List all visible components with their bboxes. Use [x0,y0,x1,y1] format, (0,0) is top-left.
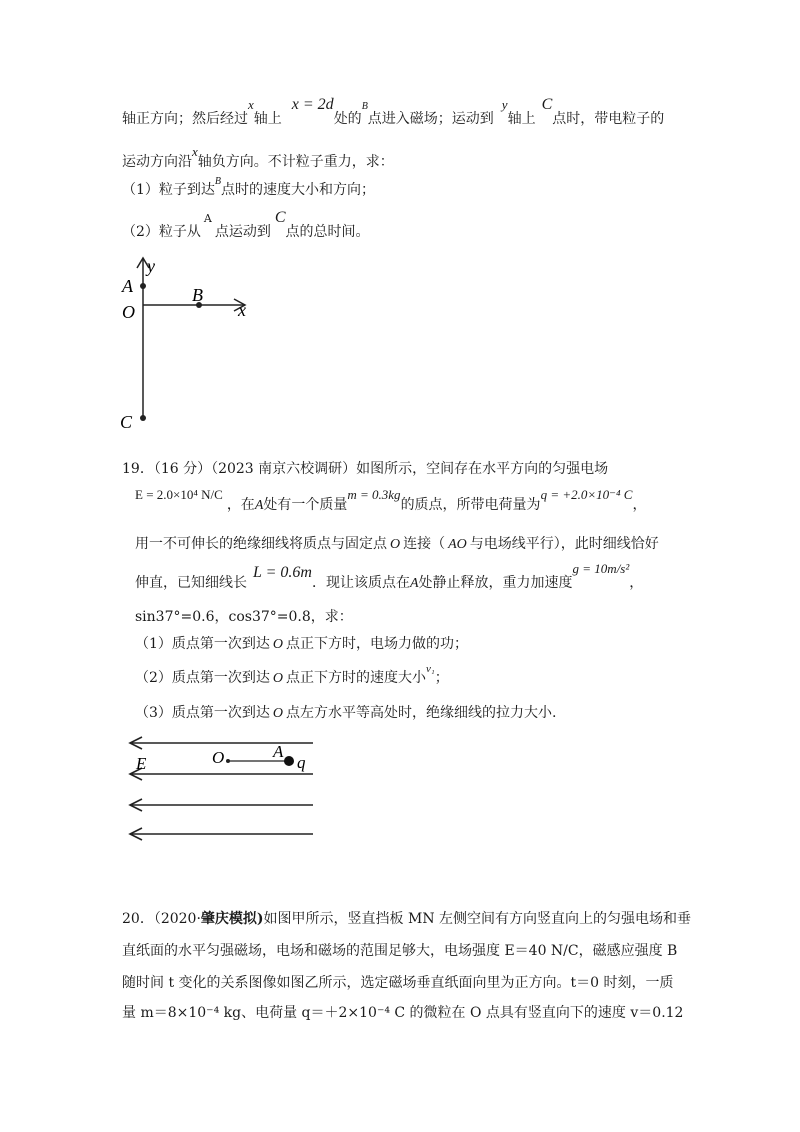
text: 处有一个质量 [263,497,348,513]
var-B: B [214,176,222,187]
text: 连接（ [403,536,446,552]
q19-line-2 [135,487,647,513]
q20-line-2: 直纸面的水平匀强磁场，电场和磁场的范围足够大，电场强度 E＝40 N/C，磁感应强度 B [122,943,678,959]
label-C: C [120,412,133,432]
q18-line-1 [122,96,665,127]
q18-line-2 [122,144,394,170]
text: ．现让该质点在 [311,575,410,591]
q19-line-5: sin37°=0.6，cos37°=0.8，求： [135,609,353,625]
var-AO: AO [448,537,467,552]
text: （3）质点第一次到达 [135,705,270,721]
source-label: 肇庆模拟) [200,911,264,927]
text: 轴正方向；然后经过 [122,111,248,127]
text: ； [434,670,449,686]
eq-x-2d: x = 2d [291,96,334,113]
label-E: E [136,754,147,773]
var-B: B [361,101,368,112]
text: 处的 [333,111,362,127]
q20-line-3: 随时间 t 变化的关系图像如图乙所示，选定磁场垂直纸面向里为正方向。t＝0 时刻，一质 [122,975,674,991]
q19-line-1: 19．（16 分）（2023 南京六校调研）如图所示，空间存在水平方向的匀强电场 [122,461,609,477]
text: 处静止释放，重力加速度 [418,575,573,591]
q19-line-3 [135,537,659,552]
text: ， [629,575,644,591]
text: （2）质点第一次到达 [135,670,270,686]
text: 点时，带电粒子的 [552,111,665,127]
label-A: A [122,276,133,296]
text: 如图甲所示，竖直挡板 MN 左侧空间有方向竖直向上的匀强电场和垂 [263,911,692,927]
text: 点运动到 [214,224,271,240]
point-C [140,415,146,421]
eq-g: g = 10m/s² [572,561,630,576]
label-x: x [238,300,246,320]
text: 点左方水平等高处时，绝缘细线的拉力大小. [286,705,557,721]
charged-particle [284,756,294,766]
q18-line-4 [122,209,370,240]
label-B: B [192,285,203,305]
text: （1）质点第一次到达 [135,636,270,652]
q20-line-4: 量 m＝8×10⁻⁴ kg、电荷量 q＝＋2×10⁻⁴ C 的微粒在 O 点具有竖直向下的速度 v＝0.12 [122,1005,684,1021]
var-C: C [274,209,286,226]
var-O: O [272,671,284,686]
text: 用一不可伸长的绝缘细线将质点与固定点 [135,536,387,552]
text: 伸直，已知细线长 [135,575,247,591]
var-A: A [254,498,264,513]
point-A [140,283,146,289]
var-O: O [272,637,284,652]
var-x: x [192,144,198,159]
eq-m: m = 0.3kg [347,487,401,502]
var-O: O [272,706,284,721]
label-y: y [147,256,155,276]
var-A: A [203,212,212,225]
q19-line-4 [135,561,644,591]
text: 20．（2020· [122,911,201,927]
text: 运动方向沿 [122,154,192,170]
var-C: C [541,96,553,113]
text: 的质点，所带电荷量为 [400,497,541,513]
text: （1）粒子到达 [122,182,215,198]
text: 点正下方时的速度大小 [286,670,427,686]
q19-line-7 [135,663,449,686]
var-x: x [248,97,254,112]
var-v1: v₁ [426,663,435,675]
eq-E: E = 2.0×10⁴ N/C [135,487,223,502]
eq-L: L = 0.6m [253,564,312,581]
q19-line-8 [135,706,557,721]
text: 轴上 [253,111,282,127]
label-q: q [297,753,306,772]
q18-line-3 [122,176,376,198]
var-A: A [409,576,419,591]
q19-electric-field-figure [118,732,328,847]
var-y: y [501,97,508,112]
q19-line-6 [135,637,468,652]
text: 点的总时间。 [285,224,370,240]
text: ，在 [226,497,255,513]
label-O: O [212,748,225,767]
text: 点时的速度大小和方向； [221,182,376,198]
text: 点进入磁场；运动到 [367,111,494,127]
var-O: O [390,537,401,552]
text: 轴上 [507,111,536,127]
text: （2）粒子从 [122,224,201,240]
label-A: A [273,742,284,761]
point-O [226,759,230,763]
label-O: O [122,302,135,322]
text: 点正下方时，电场力做的功； [286,636,469,652]
text: ， [632,497,647,513]
eq-q: q = +2.0×10⁻⁴ C [540,487,633,502]
text: 与电场线平行），此时细线恰好 [469,536,659,552]
q20-line-1 [122,912,691,926]
q18-coordinate-figure [110,250,270,435]
text: 轴负方向。不计粒子重力，求： [197,154,394,170]
